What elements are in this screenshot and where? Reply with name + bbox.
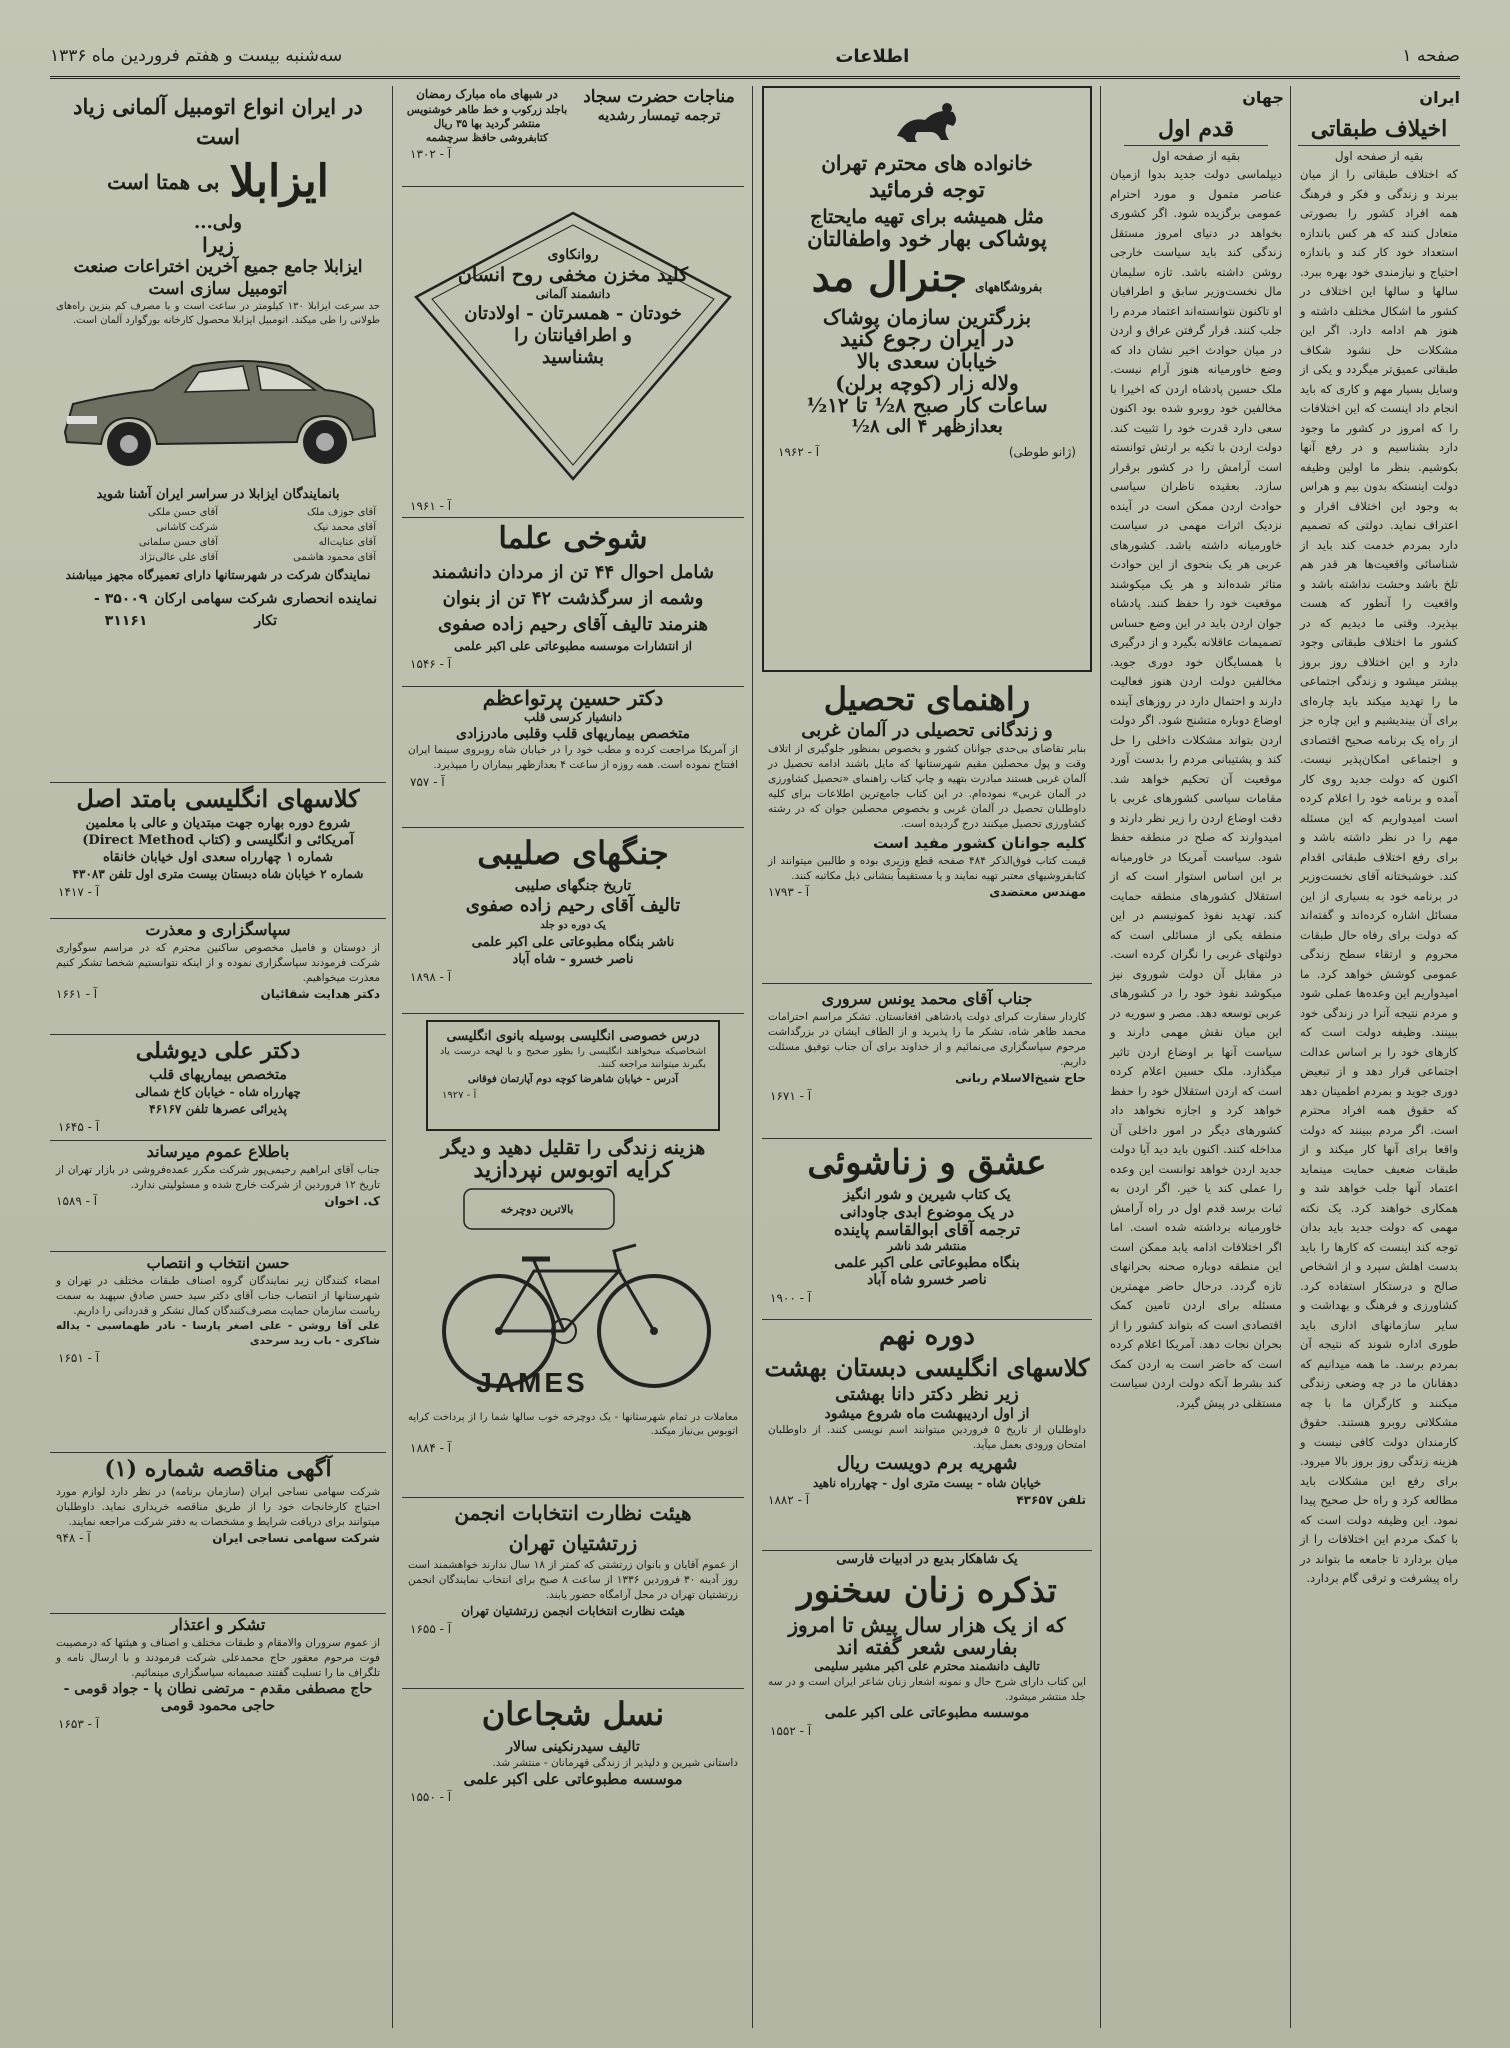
ad-line: بشناسید (542, 347, 604, 368)
lion-logo-icon (887, 98, 967, 148)
ad-line: پذیرائی عصرها تلفن ۴۶۱۶۷ (149, 1102, 287, 1116)
article-title: قدم اول (1124, 113, 1268, 146)
ad-line: زیر نظر دکتر دانا بهشتی (835, 1384, 1019, 1405)
ad-title: تذکره زنان سخنور (797, 1571, 1057, 1611)
ad-line: متخصص بیماریهای قلب (149, 1067, 287, 1083)
ad-title: کرایه اتوبوس نپردازید (473, 1157, 673, 1183)
column-ads-middle (396, 86, 750, 2028)
ad-line: منتشر شد ناشر (887, 1239, 967, 1253)
ad-line: شماره ۲ خیابان شاه دبستان بیست متری اول تلفن ۴۳۰۸۳ (72, 867, 364, 881)
ad-line: شماره ۱ چهارراه سعدی اول خیابان خانقاه (102, 850, 334, 865)
column-ads-left (46, 86, 390, 2028)
ad-body: از دوستان و فامیل مخصوص ساکنین محترم که در مراسم سوگواری شرکت فرمودند سپاسگزاری نموده و از اینکه نتوانستیم شخصا تشکر کنیم معذرت میخواهیم. (56, 942, 380, 984)
ad-line: که از یک هزار سال پیش تا امروز (788, 1613, 1066, 1637)
ad-title: شوخی علما (498, 521, 648, 556)
ad-body: کاردار سفارت کبرای دولت پادشاهی افغانستان. تشکر مراسم احترامات محمد ظاهر شاه، تشکر ما را پذیرید و از الطاف ایشان در بزرگداشت مرحوم سپاسگزاری می‌نمائیم و از خداوند برای آن جناب توفیق مسئلت داریم. (768, 1011, 1086, 1068)
ad-signature: دکتر هدایت شقائیان (260, 987, 380, 1001)
ad-code: آ - ۱۹۰۰ (770, 1291, 812, 1305)
ad-tender-notice (50, 1453, 386, 1614)
ad-signature: حاج شیخ‌الاسلام ربانی (955, 1071, 1086, 1085)
ad-badge: بالاترین دوچرخه (500, 1203, 574, 1216)
brand-name: ایزابلا (229, 156, 329, 207)
ad-line: در یک موضوع ابدی جاودانی (839, 1203, 1015, 1221)
ad-title: زرتشتیان تهران (508, 1531, 638, 1555)
ad-line: ترجمه آقای ابوالقاسم پاینده (833, 1220, 1021, 1239)
ad-signature: شرکت سهامی نساجی ایران (212, 1531, 380, 1545)
ad-body: حد سرعت ایزابلا ۱۳۰ کیلومتر در ساعت است و با مصرف کم بنزین راه‌های طولانی را طی میکند. اتومبیل ایزابلا محصول کارخانه بورگوارد آلمان است. (56, 301, 380, 326)
ad-line: بنگاه مطبوعاتی علی اکبر علمی (834, 1255, 1020, 1271)
ad-line: مثل همیشه برای تهیه مایحتاج (810, 206, 1044, 228)
ad-address: آدرس - خیابان شاهرضا کوچه دوم آپارتمان فوقانی (467, 1074, 679, 1085)
ad-line: در ایران رجوع کنید (839, 326, 1015, 352)
ad-line: بی همتا است (107, 170, 220, 194)
ad-line: بفارسی شعر گفته اند (836, 1635, 1018, 1659)
ad-line: تالیف آقای رحیم زاده صفوی (465, 895, 681, 916)
ad-title: درس خصوصی انگلیسی بوسیله بانوی انگلیسی (446, 1029, 700, 1044)
ad-title: دکتر علی دیوشلی (135, 1038, 301, 1064)
ad-code: آ - ۱۷۹۳ (768, 885, 810, 899)
ad-code: آ - ۱۶۶۱ (56, 987, 98, 1001)
ad-code: آ - ۱۹۲۷ (442, 1090, 477, 1101)
ad-title: کلاسهای انگلیسی بامتد اصل (76, 784, 360, 813)
article-title: اخیلاف طبقاتی (1298, 113, 1460, 146)
ad-signature: ک. اخوان (324, 1194, 380, 1208)
column-divider (752, 86, 753, 2028)
ad-title: حسن انتخاب و انتصاب (146, 1254, 290, 1272)
ad-body: از عموم سروران والامقام و طبقات مختلف و اصناف و هیئتها که درمصیبت فوت مرحوم معفور حاج محمدعلی شرکت فرمودند و با ارسال نامه و تلگراف ما را تسلیت گفتند صمیمانه سپاسگزاری مینمائیم. (56, 1637, 380, 1679)
ad-line: ولاله زار (کوچه برلن) (835, 371, 1019, 395)
ad-line: یک کتاب شیرین و شور انگیز (843, 1187, 1011, 1203)
ad-line: کلاسهای انگلیسی دبستان بهشت (764, 1353, 1090, 1382)
ad-body: بنابر تقاضای بی‌حدی جوانان کشور و بخصوص بمنظور جلوگیری از اتلاف وقت و پول محصلین مقیم شهرستانها که مایل باشند ادامه تحصیل در آلمان غربی هستند مبادرت بتهیه و چاپ کتاب راهنمای «تحصیل کشاورزی در آلمان غربی» نموده‌ام. در این کتاب جامع‌ترین اطلاعات برای کلیه داوطلبان تحصیل در آلمان غربی و بخصوص محصلین جوان که در رشته کشاورزی تحصیل میکنند درج گردیده است. (768, 743, 1086, 830)
ad-title: تشکر و اعتذار (170, 1615, 266, 1634)
continuation-note: بقیه از صفحه اول (1334, 149, 1424, 163)
ad-line: کتابفروشی حافظ سرچشمه (425, 132, 549, 144)
ad-line: متخصص بیماریهای قلب وقلبی مادرزادی (455, 726, 691, 742)
ad-code: آ - ۱۶۷۱ (770, 1089, 812, 1103)
section-label: ایران (1419, 88, 1460, 107)
ad-line: منتشر گردید بها ۳۵ ریال (433, 118, 541, 130)
ad-line: ناشر بنگاه مطبوعاتی علی اکبر علمی (471, 935, 675, 950)
dealer-item: آقای محمود هاشمی (293, 552, 376, 563)
ad-code: آ - ۱۸۸۲ (768, 1493, 810, 1507)
ad-code: آ - ۱۵۸۹ (56, 1194, 98, 1208)
column-divider (1100, 86, 1101, 2028)
ad-code: آ - ۷۵۷ (410, 775, 445, 789)
ad-title: دوره نهم (879, 1321, 975, 1351)
ad-line: از انتشارات موسسه مطبوعاتی علی اکبر علمی (454, 639, 692, 653)
column-ads-center (756, 86, 1098, 2028)
ad-book-tazkereh (762, 1551, 1092, 1781)
ad-title: عشق و زناشوئی (807, 1143, 1047, 1183)
ad-notice: نمایندگان شرکت در شهرستانها دارای تعمیرگاه مجهز میباشند (65, 568, 371, 582)
ad-body: قیمت کتاب فوق‌الذکر ۴۸۴ صفحه قطع وزیری بوده و طالبین میتوانند از کتابفروشیهای معتبر تهیه نمایند و یا مستقیماً بنشانی ذیل مکاتبه کنند. (768, 855, 1086, 882)
ad-body: داوطلبان از تاریخ ۵ فروردین میتوانند اسم نویسی کنند. از داوطلبان امتحان ورودی بعمل میآید. (768, 1424, 1087, 1451)
ad-book-love-marriage (762, 1139, 1092, 1320)
ad-line: خانواده های محترم تهران (821, 151, 1033, 175)
ad-line: بزرگترین سازمان پوشاک (822, 305, 1032, 329)
ad-code: آ - ۱۵۴۶ (410, 657, 452, 671)
ad-title: هزینه زندگی را تقلیل دهید و دیگر (440, 1137, 706, 1159)
ad-line: شامل احوال ۴۴ تن از مردان دانشمند (432, 562, 714, 583)
ad-code: آ - ۱۹۶۱ (410, 499, 452, 513)
ad-title: سپاسگزاری و معذرت (145, 920, 291, 939)
ad-code: آ - ۱۳۰۲ (410, 147, 452, 161)
ad-line: باجلد زرکوب و خط طاهر خوشنویس (406, 104, 568, 116)
ad-line: تاریخ جنگهای صلیبی (514, 878, 632, 894)
ad-line: شروع دوره بهاره جهت مبتدیان و عالی با معلمین (85, 816, 351, 831)
ad-code: آ - ۹۴۸ (56, 1531, 91, 1545)
ad-company: نماینده انحصاری شرکت سهامی ارکان تکار (154, 591, 378, 629)
ad-signature: هیئت نظارت انتخابات انجمن زرتشتیان تهران (461, 1604, 685, 1618)
ad-body: جناب آقای ابراهیم رحیمی‌پور شرکت مکرر عمده‌فروشی در بازار تهران از تاریخ ۱۲ فروردین از شرکت خارج شده و مسئولیتی ندارد. (56, 1164, 380, 1191)
ad-zoroastrian-election (402, 1498, 744, 1689)
ad-body: اشخاصیکه میخواهند انگلیسی را بطور صحیح و با لهجه درست یاد بگیرند میتوانند مراجعه کنند. (440, 1046, 706, 1070)
article-body: که اختلاف طبقاتی را از میان ببرند و زندگی و فکر و فرهنگ همه افراد کشور را بصورتی متعادل کنند که هر کس باندازه استعداد خود کار کند و باندازه احتیاج و نیازمندی خود بهره ببرد. سالها و سالها این اختلاف در کشور ما اشکال مختلف داشته و هنوز هم ادامه دارد. اگر این مشکلات حل نشود شکاف طبقاتی عمیق‌تر میگردد و یکی از وسایل بسیار مهم و کاری که باید انجام داد اینست که این اختلافات را که امروز در کشور ما وجود دارد بشناسیم و در رفع آنها بکوشیم. بنظر ما اولین وظیفه دولت اینستکه بدون بیم و هراس به وجود این اختلاف اقرار و اعتراف نماید. دولتی که تصمیم دارد بمردم خدمت کند باید از شناسائی واقعیت‌ها هر قدر هم تلخ باشد وحشت نداشته باشد و واقعیت را آنطور که هست بپذیرد. وقتی ما دیدیم که در کشور ما اختلاف طبقاتی وجود دارد و این اختلاف روز بروز بیشتر میشود و زندگی اجتماعی ما را تهدید میکند باید چاره‌ای برای آن بیندیشیم و این چاره جز از راه یک برنامه صحیح اقتصادی و اجتماعی امکان‌پذیر نیست. اکنون که دولت جدید روی کار آمده و برنامه خود را اعلام کرده است امیدواریم که این مسئله مهم را در نظر داشته باشد و برای رفع اختلاف طبقاتی اقدام کند. خوشبختانه آقای نخست‌وزیر در برنامه خود به بسیاری از این مسائل اشاره کرده‌اند و گفته‌اند که دولت برای رفاه حال طبقات محروم و ارتقاء سطح زندگی عمومی کوشش خواهد کرد. ما امیدواریم این وعده‌ها عملی شود و مردم نتیجه آنرا در زندگی خود ببینند. وظیفه دولت است که کارهای خود را بر اساس عدالت اجتماعی قرار دهد و از تبعیض دوری جوید و بمردم اطمینان دهد که حقوق همه افراد محترم است. اگر مردم ببینند که دولت واقعا برای آنها کار میکند و از طبقات ضعیف حمایت مینماید اعتماد آنها جلب خواهد شد و همکاری خواهند کرد. یک نکته مهمی که دولت جدید باید بدان توجه کند اینست که کارها را باید بدست اهلش سپرد و از اشخاص صالح و درستکار استفاده کرد. کشاورزی و فرهنگ و بهداشت و سایر سازمانهای اداری باید طوری اداره شوند که نتیجه آن بمردم برسد. ما همه میدانیم که دهقانان ما در چه وضعی زندگی میکنند و کارگران ما با چه مشکلاتی روبرو هستند. حقوق کارمندان دولت کافی نیست و هزینه زندگی روز بروز بالا میرود. برای رفع این مشکلات باید مطالعه کرد و راه حل صحیح پیدا نمود. این وظیفه دولت است که با کمک مردم این اختلافات را از میان بردارد تا جامعه ما بتواند در راه پیشرفت و ترقی گام بردارد. (1300, 167, 1458, 1585)
ad-line: ساعات کار صبح ۸½ تا ۱۲½ (806, 393, 1048, 417)
ad-doctor-divshali (50, 1035, 386, 1141)
column-iran-editorial (1294, 86, 1464, 2028)
ad-line: دانشمند آلمانی (535, 287, 611, 301)
ad-body: این کتاب دارای شرح حال و نمونه اشعار زنان شاعر ایران است و در سه جلد منتشر میشود. (768, 1676, 1086, 1703)
ad-line: از اول اردیبهشت ماه شروع میشود (824, 1406, 1030, 1422)
column-divider (1290, 86, 1291, 2028)
ad-names: علی آقا روشن - علی اصغر پارسا - نادر طهماسبی - یداله شاکری - باب زید سرحدی (56, 1320, 380, 1347)
ad-title: جنگهای صلیبی (477, 834, 669, 872)
ad-line: ولی... (194, 212, 242, 233)
ad-thanks-afghan (762, 984, 1092, 1139)
ad-bold-line: کلیه جوانان کشور مفید است (872, 834, 1086, 852)
dealer-item: آقای علی عالی‌نژاد (139, 552, 218, 563)
column-divider (392, 86, 393, 2028)
ad-body: از عموم آقایان و بانوان زرتشتی که کمتر از ۱۸ سال ندارند خواهشمند است روز آدینه ۳۰ فروردین ۱۳۳۶ از ساعت ۸ صبح برای انتخاب نمایندگان انجمن زرتشتیان تهران در محل آرامگاه حضور یابند. (408, 1559, 739, 1601)
ad-line: چهارراه شاه - خیابان کاخ شمالی (135, 1085, 301, 1099)
ad-title: هیئت نظارت انتخابات انجمن (454, 1501, 692, 1525)
ad-publisher: موسسه مطبوعاتی علی اکبر علمی (824, 1705, 1030, 1721)
ad-code: آ - ۱۸۹۸ (410, 970, 452, 984)
ad-line: یک دوره دو جلد (540, 920, 606, 931)
ad-monajat-book (402, 86, 744, 187)
ad-english-classes (50, 783, 386, 919)
ad-doctor-parto (402, 687, 744, 828)
dealer-item: آقای حسن سلمانی (138, 537, 218, 548)
ad-title: نسل شجاعان (481, 1695, 665, 1733)
ad-line: تالیف سیدرنکینی سالار (506, 1739, 640, 1755)
ad-line: توجه فرمائید (869, 177, 985, 203)
ad-line: بعدازظهر ۴ الی ۸½ (851, 416, 1003, 437)
ad-line: در شبهای ماه مبارک رمضان (416, 87, 558, 101)
article-body: دیپلماسی دولت جدید بدوا ازمیان عناصر متمول و مورد احترام عمومی برگزیده شود. اگر کشوری بخواهد در دنیای امروز مستقل زندگی کند باید سیاست خارجی روشن داشته باشد. تازه سلیمان مال نخست‌وزیر سابق و اطرافیان او تاکنون نتوانسته‌اند اعتماد مردم را جلب کنند. قرار گرفتن عراق و اردن در میان حوادث اخیر نشان داد که وضع خاورمیانه هنوز آرام نیست. ملک حسین پادشاه اردن که اخیرا با مخالفین خود روبرو شده بود اکنون سعی دارد قدرت خود را تثبیت کند. دولت اردن با تکیه بر ارتش توانسته است آرامش را در کشور برقرار سازد. بعقیده ناظران سیاسی حوادث اردن ممکن است در آینده نزدیک اثرات مهمی در سیاست خاورمیانه داشته باشد. کشورهای عربی هر یک بنحوی از این حوادث متاثر شده‌اند و هر یک میکوشند موقعیت خود را حفظ کنند. پادشاه جوان اردن باید در این وضع حساس تصمیمات عاقلانه بگیرد و از درگیری با همسایگان خود دوری جوید. مخالفین دولت اردن هنوز فعالیت دارند و احتمال دارد در روزهای آینده اوضاع دوباره متشنج شود. اگر دولت اردن بتواند مشکلات داخلی را حل کند و پشتیبانی مردم را بدست آورد موقعیت آن تحکیم خواهد شد. مقامات سیاسی کشورهای غربی با دقت اوضاع اردن را زیر نظر دارند و امیدوارند که صلح در منطقه حفظ شود. سیاست آمریکا در خاورمیانه بر این اساس استوار است که از استقلال کشورهای منطقه حمایت کند. تهدید نفوذ کمونیسم در این منطقه یکی از مسائلی است که دولتهای غربی را نگران کرده است. در مقابل آن دولت شوروی نیز میکوشد نفوذ خود را در کشورهای عربی توسعه دهد. مصر و سوریه در این میان نقش مهمی دارند و سیاست آنها بر اوضاع اردن تاثیر میگذارد. ملک حسین اعلام کرده است که اردن استقلال خود را حفظ خواهد کرد و اجازه نخواهد داد کشورهای دیگر در امور داخلی آن مداخله کنند. اکنون باید دید آیا دولت جدید اردن خواهد توانست این وعده را عملی کند یا خیر. اگر اردن به ثبات برسد قدم اول در راه آرامش خاورمیانه برداشته شده است. اما اگر اختلافات ادامه یابد ممکن است این منطقه دوباره صحنه بحرانهای تازه گردد. درحال حاضر مهمترین مسئله برای اردن تامین کمک اقتصادی است که بتواند کشور را از بحران نجات دهد. آمریکا اعلام کرده است که حاضر است به اردن کمک کند بشرط آنکه دولت اردن سیاست مستقلی در پیش گیرد. (1110, 167, 1282, 1410)
ad-english-private-lessons (426, 1020, 720, 1131)
ad-body: معاملات در تمام شهرستانها - یک دوچرخه خوب سالها شما را از پرداخت کرایه اتوبوس بی‌نیاز میکند. (408, 1412, 738, 1437)
ad-code: آ - ۱۶۵۱ (58, 1351, 100, 1365)
ad-phone: تلفن ۴۳۶۵۷ (1016, 1493, 1086, 1507)
continuation-note: بقیه از صفحه اول (1151, 149, 1241, 163)
ad-body: شرکت سهامی نساجی ایران (سازمان برنامه) در نظر دارد لوازم مورد احتیاج کارخانجات خود را از طریق مناقصه خریداری نماید. داوطلبان میتوانند برای دریافت شرایط و مشخصات به دفتر شرکت مراجعه نمایند. (56, 1486, 380, 1528)
ad-book-nasl-shojaan (402, 1689, 744, 1849)
ad-study-guide (762, 678, 1092, 984)
ad-line: پوشاکی بهار خود واطفالتان (807, 226, 1047, 251)
ad-gratitude-apology (50, 919, 386, 1035)
ad-code: آ - ۱۶۵۵ (410, 1622, 452, 1636)
ad-line: در ایران انواع اتومبیل آلمانی زیاد است (73, 94, 363, 149)
ad-public-notice (50, 1141, 386, 1252)
section-label: جهان (1242, 88, 1284, 107)
paper-name: اطلاعات (835, 45, 910, 67)
dealer-item: آقای حسن ملکی (147, 507, 218, 518)
ad-title: جناب آقای محمد یونس سروری (821, 989, 1033, 1008)
ad-isabella-car (50, 92, 386, 783)
ad-behesht-english (762, 1320, 1092, 1551)
ad-line: خیابان سعدی بالا (856, 349, 998, 373)
ad-line: آمریکائی و انگلیسی و (کتاب Direct Method) (82, 833, 354, 848)
ad-code: آ - ۱۶۴۵ (58, 1120, 100, 1134)
ad-line: ترجمه تیمسار رشدیه (597, 108, 721, 124)
dealer-item: آقای محمد نیک (313, 522, 376, 533)
ad-body: داستانی شیرین و دلپذیر از زندگی قهرمانان - منتشر شد. (492, 1757, 738, 1769)
ad-signature: حاج مصطفی مقدم - مرتضی نطان پا - جواد قومی - حاجی محمود قومی (63, 1681, 373, 1714)
ad-line: یک شاهکار بدیع در ادبیات فارسی (836, 1552, 1018, 1567)
ad-book-crusades (402, 828, 744, 1014)
ad-code: آ - ۱۵۵۰ (410, 1790, 452, 1804)
ad-line: دانشیار کرسی قلب (523, 710, 623, 724)
ad-line: کلید مخزن مخفی روح انسان (457, 264, 689, 286)
ad-signature: مهندس معتضدی (989, 885, 1086, 899)
ad-subtitle: و زندگانی تحصیلی در آلمان غربی (801, 720, 1053, 741)
ad-title: باطلاع عموم میرساند (146, 1142, 290, 1161)
ad-line: خیابان شاه - بیست متری اول - چهارراه ناهید (812, 1476, 1042, 1490)
ad-code: آ - ۱۶۵۳ (58, 1717, 100, 1731)
ad-line: روانکاوی (547, 247, 599, 263)
ad-book-shookhi-olama (402, 518, 744, 687)
ad-body: از آمریکا مراجعت کرده و مطب خود را در خیابان شاه روبروی سینما ایران افتتاح نموده است. همه روزه از ساعت ۴ بعدازظهر بیماران را میپذیرد. (408, 744, 738, 771)
ad-code: آ - ۱۵۵۲ (770, 1724, 812, 1738)
ad-code: آ - ۱۸۸۴ (410, 1441, 452, 1455)
page-header (50, 36, 1460, 79)
ad-code: آ - ۱۴۱۷ (58, 885, 100, 899)
ad-line: خودتان - همسرتان - اولادتان (464, 303, 682, 324)
ad-line: تالیف دانشمند محترم علی اکبر مشیر سلیمی (814, 1659, 1040, 1673)
ad-line: شهریه برم دویست ریال (836, 1453, 1018, 1474)
ad-line: وشمه از سرگذشت ۴۲ تن از بنوان (442, 588, 704, 609)
ad-publisher: موسسه مطبوعاتی علی اکبر علمی (463, 1770, 683, 1788)
ad-code: آ - ۱۹۶۲ (778, 445, 820, 459)
ad-title: مناجات حضرت سجاد (583, 87, 735, 107)
brand-name: جنرال مد (811, 254, 968, 301)
ad-general-mode (762, 86, 1092, 672)
ad-psychoanalysis-book (402, 187, 744, 518)
ad-line: بفروشگاههای (975, 280, 1043, 294)
ad-thanks-condolence (50, 1614, 386, 1814)
column-world-article (1104, 86, 1288, 2028)
dealer-item: شرکت کاشانی (155, 522, 218, 533)
dealer-item: آقای جوزف ملک (307, 507, 376, 518)
dealer-list (50, 503, 386, 567)
ad-body: امضاء کنندگان زیر نمایندگان گروه اصناف طبقات مختلف در تهران و شهرستانها از انتصاب جناب آقای دکتر سید حسن صادق سپهبد به سمت ریاست سازمان حمایت مصرف‌کنندگان کمال تشکر و قدردانی را داریم. (56, 1275, 380, 1317)
ad-title: آگهی مناقصه شماره (۱) (104, 1456, 332, 1482)
ad-line: هنرمند تالیف آقای رحیم زاده صفوی (437, 614, 709, 635)
dealers-title: بانمایندگان ایزابلا در سراسر ایران آشنا شوید (96, 487, 340, 502)
dealer-item: آقای عنایت‌اله (318, 537, 376, 548)
issue-date: سه‌شنبه بیست و هفتم فروردین ماه ۱۳۳۶ (50, 46, 343, 66)
ad-line: ناصر خسرو شاه آباد (867, 1272, 987, 1288)
page-number: صفحه ۱ (1402, 46, 1460, 66)
brand-name: JAMES (476, 1367, 588, 1398)
ad-james-bicycle (402, 1137, 744, 1498)
ad-line: زیرا (202, 233, 234, 257)
ad-title: راهنمای تحصیل (823, 680, 1031, 718)
ad-line: ناصر خسرو - شاه آباد (512, 952, 634, 967)
ad-line: ایزابلا جامع جمیع آخرین اختراعات صنعت اتومبیل سازی است (73, 257, 363, 299)
ad-note: (ژانو طوطی) (1008, 445, 1076, 459)
car-illustration-icon (53, 332, 383, 482)
ad-line: و اطرافیانتان را (514, 325, 632, 346)
ad-phone: ۳۵۰۰۹ - ۳۱۱۶۱ (94, 591, 148, 629)
ad-good-selection (50, 1252, 386, 1453)
ad-title: دکتر حسین پرتواعظم (482, 686, 664, 710)
